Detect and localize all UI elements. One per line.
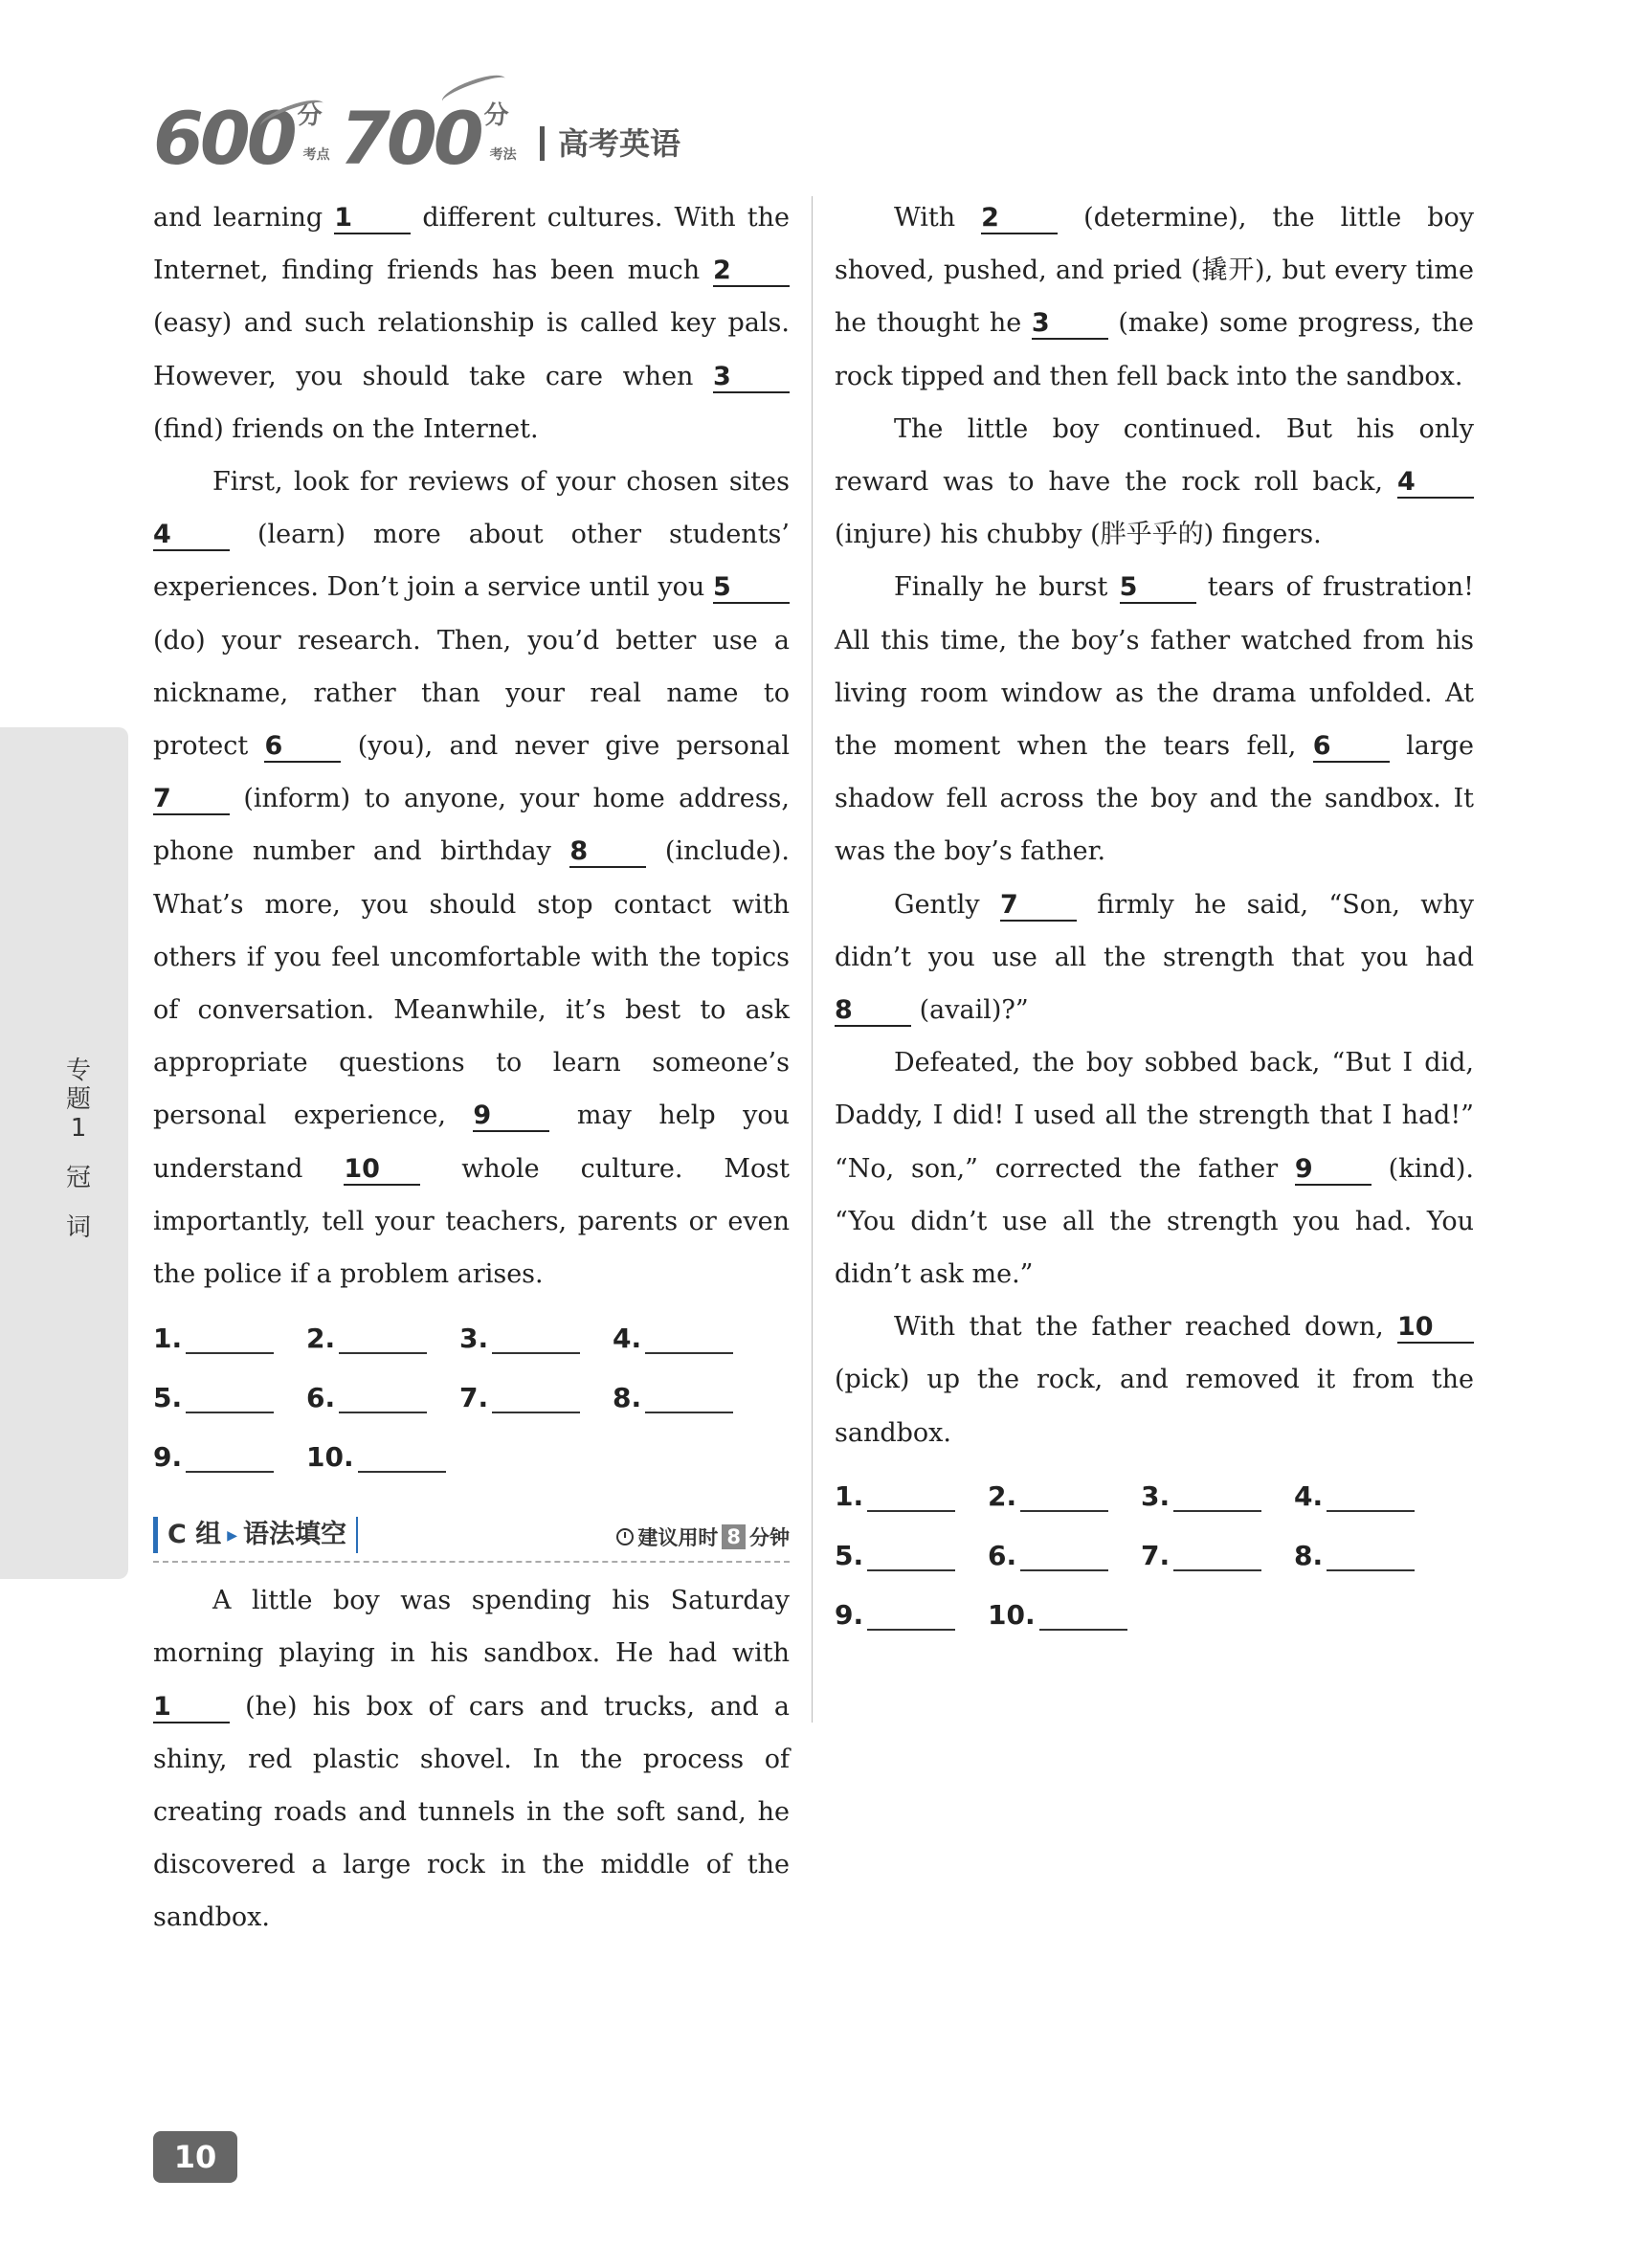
- answer-slot[interactable]: 1.: [153, 1323, 306, 1354]
- answer-slot[interactable]: 2.: [306, 1323, 459, 1354]
- answer-slot[interactable]: 5.: [153, 1382, 306, 1413]
- answer-slot[interactable]: 1.: [835, 1480, 988, 1512]
- blank: 8: [835, 996, 911, 1027]
- blank: 4: [1397, 468, 1474, 499]
- answer-slot[interactable]: 7.: [459, 1382, 613, 1413]
- answer-slot[interactable]: 10.: [988, 1599, 1141, 1631]
- left-column: [153, 191, 790, 1945]
- passage-paragraph: First, look for reviews of your chosen sites 4 (learn) more about other students’ experiences. Don’t join a service until you 5 (do) your research. Then, you’d better use a nickname, rather than your real name to protect 6 (you), and never give personal 7 (inform) to anyone, your home address, phone number and birthday 8 (include). What’s more, you should stop contact with others if you feel uncomfortable with the topics of conversation. Meanwhile, it’s best to ask appropriate questions to learn someone’s personal experience, 9 may help you understand 10 whole culture. Most importantly, tell your teachers, parents or even the police if a problem arises.: [153, 467, 790, 1290]
- right-column: [835, 191, 1474, 1645]
- blank: 6: [1313, 732, 1390, 763]
- blank: 3: [713, 363, 790, 393]
- page-header: [153, 77, 823, 191]
- blank: 10: [1397, 1313, 1474, 1344]
- answer-slot[interactable]: 8.: [613, 1382, 766, 1413]
- answer-grid: [835, 1467, 1474, 1645]
- blank: 6: [264, 732, 341, 763]
- passage-paragraph: Finally he burst 5 tears of frustration! All this time, the boy’s father watched from his living room window as the drama unfolded. At the moment when the tears fell, 6 large shadow fell across the boy and the sandbox. It was the boy’s father.: [835, 572, 1474, 867]
- subject-title: 高考英语: [540, 126, 680, 161]
- blank: 4: [153, 521, 230, 551]
- blank: 8: [569, 837, 646, 868]
- blank: 9: [473, 1101, 549, 1132]
- passage-paragraph: A little boy was spending his Saturday morning playing in his sandbox. He had with 1 (he) his box of cars and trucks, and a shiny, red plastic shovel. In the process of creating roads and tunnels in the soft sand, he discovered a large rock in the middle of the sandbox.: [153, 1586, 790, 1933]
- answer-slot[interactable]: 4.: [613, 1323, 766, 1354]
- blank: 9: [1295, 1155, 1372, 1186]
- blank: 2: [713, 256, 790, 287]
- side-tab-label: 专题 1 冠 词: [65, 1056, 91, 1242]
- answer-slot[interactable]: 8.: [1294, 1540, 1447, 1571]
- answer-slot[interactable]: 5.: [835, 1540, 988, 1571]
- passage-paragraph: and learning 1 different cultures. With the Internet, finding friends has been much 2 (easy) and such relationship is called key pals. However, you should take care when 3 (find) friends on the Internet.: [153, 203, 790, 444]
- column-divider: [812, 196, 813, 1723]
- clock-icon: [616, 1528, 634, 1545]
- answer-slot[interactable]: 3.: [459, 1323, 613, 1354]
- answer-slot[interactable]: 6.: [306, 1382, 459, 1413]
- blank: 7: [153, 785, 230, 815]
- passage-paragraph: With that the father reached down, 10 (pick) up the rock, and removed it from the sandbox.: [835, 1312, 1474, 1448]
- answer-slot[interactable]: 6.: [988, 1540, 1141, 1571]
- answer-slot[interactable]: 10.: [306, 1441, 459, 1473]
- answer-slot[interactable]: 9.: [153, 1441, 306, 1473]
- logo-700: 700 分 考法: [340, 96, 517, 181]
- answer-slot[interactable]: 9.: [835, 1599, 988, 1631]
- blank: 5: [713, 573, 790, 604]
- page-number: 10: [153, 2131, 237, 2183]
- blank: 10: [344, 1155, 420, 1186]
- blank: 1: [153, 1693, 230, 1723]
- minutes-badge: 8: [722, 1524, 746, 1549]
- passage-paragraph: The little boy continued. But his only reward was to have the rock roll back, 4 (injure) his chubby (胖乎乎的) fingers.: [835, 413, 1474, 550]
- section-title: C 组 ▶ 语法填空: [153, 1517, 358, 1553]
- blank: 1: [334, 204, 411, 234]
- answer-slot[interactable]: 4.: [1294, 1480, 1447, 1512]
- blank: 5: [1120, 573, 1196, 604]
- answer-slot[interactable]: 3.: [1141, 1480, 1294, 1512]
- triangle-icon: ▶: [227, 1527, 237, 1544]
- section-c-header: [153, 1517, 790, 1563]
- answer-grid: [153, 1308, 790, 1486]
- passage-paragraph: Defeated, the boy sobbed back, “But I did, Daddy, I did! I used all the strength that I had!” “No, son,” corrected the father 9 (kind). “You didn’t use all the strength you had. You didn’t ask me.”: [835, 1048, 1474, 1290]
- blank: 2: [981, 204, 1058, 234]
- blank: 3: [1032, 309, 1108, 340]
- passage-paragraph: Gently 7 firmly he said, “Son, why didn’t you use all the strength that you had 8 (avail)?”: [835, 889, 1474, 1026]
- logo-600: 600 分 考点: [153, 96, 330, 181]
- answer-slot[interactable]: 2.: [988, 1480, 1141, 1512]
- passage-paragraph: With 2 (determine), the little boy shoved, pushed, and pried (撬开), but every time he thought he 3 (make) some progress, the rock tipped and then fell back into the sandbox.: [835, 203, 1474, 391]
- suggested-time: 建议用时 8 分钟: [616, 1523, 790, 1551]
- answer-slot[interactable]: 7.: [1141, 1540, 1294, 1571]
- blank: 7: [1000, 891, 1077, 922]
